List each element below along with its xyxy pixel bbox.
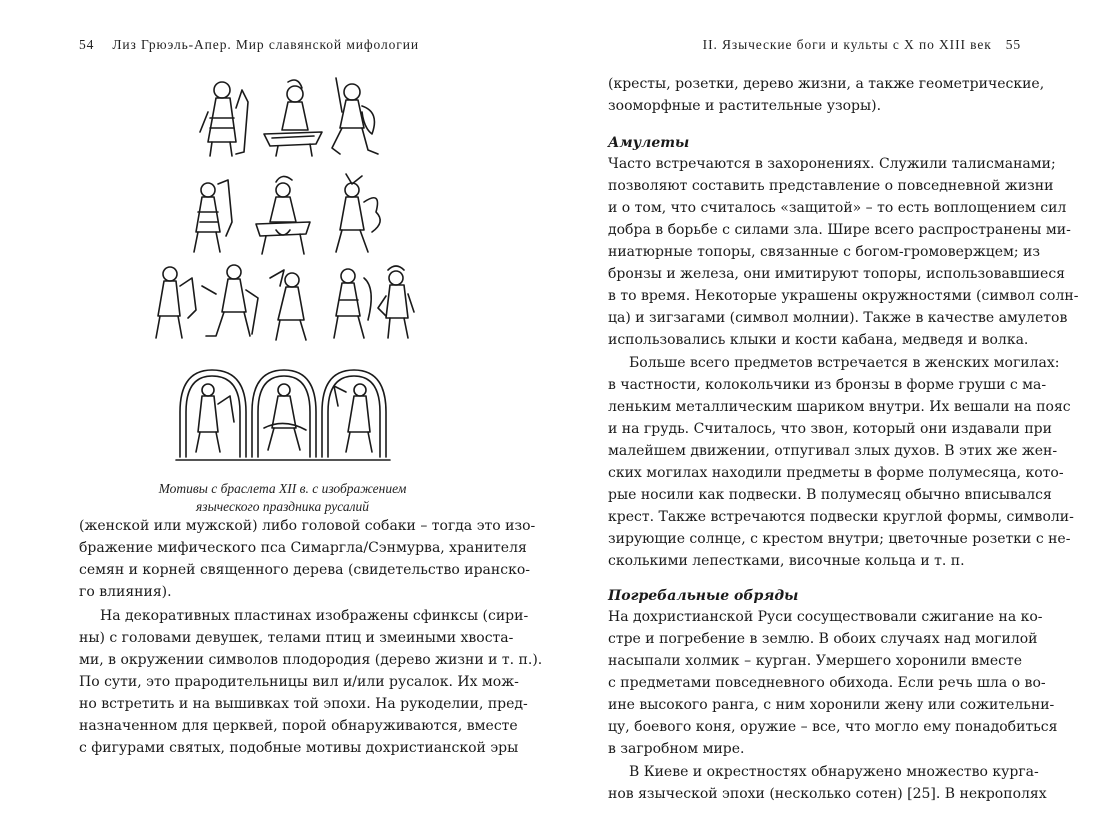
body-line: с фигурами святых, подобные мотивы дохристианской эры [79,740,519,756]
body-line: малейшем движении, отпугивал злых духов. В этих же жен- [608,443,1058,459]
body-line: позволяют составить представление о повседневной жизни [608,178,1054,194]
figure-row3-4 [334,269,371,338]
figure-caption [150,480,415,516]
body-line: По сути, это прародительницы вил и/или русалок. Их мож- [79,674,519,690]
body-line: бронзы и железа, они имитируют топоры, использовавшиеся [608,266,1066,282]
body-line: использовались клыки и кости кабана, медведя и волка. [608,332,1029,348]
figure-row2-right [336,174,380,252]
figure-row3-2 [202,265,258,336]
body-line: го влияния). [79,584,172,600]
body-line: бражение мифического пса Симаргла/Сэнмурва, хранителя [79,540,527,556]
body-line: стре и погребение в землю. В обоих случаях над могилой [608,631,1038,647]
right-running-head [703,37,1021,53]
body-line: насыпали холмик – курган. Умершего хоронили вместе [608,653,1022,669]
figure-row3-3 [270,270,306,340]
figure-row2-left [194,180,232,252]
body-line: с предметами повседневного обихода. Если речь шла о во- [608,675,1046,691]
arched-plaque-left [180,370,246,457]
body-line: Больше всего предметов встречается в женских могилах: [629,355,1060,371]
left-running-head-title: Лиз Грюэль-Апер. Мир славянской мифологии [112,37,419,52]
body-line: ине высокого ранга, с ним хоронили жену или сожительни- [608,697,1055,713]
caption-line: Мотивы с браслета XII в. с изображением [158,481,407,496]
body-line: Часто встречаются в захоронениях. Служили талисманами; [608,156,1056,172]
body-line: зирующие солнце, с крестом внутри; цветочные розетки с не- [608,531,1071,547]
body-line: В Киеве и окрестностях обнаружено множество курга- [629,764,1039,780]
section-heading-burial: Погребальные обряды [608,588,799,604]
body-line: семян и корней священного дерева (свидетельство иранско- [79,562,530,578]
right-running-head-title: II. Языческие боги и культы с X по XIII век [702,37,992,52]
body-line: крест. Также встречаются подвески круглой формы, символи- [608,509,1074,525]
body-line: (женской или мужской) либо головой собаки – тогда это изо- [79,518,536,534]
body-line: назначенном для церквей, порой обнаруживаются, вместе [79,718,518,734]
body-line: в то время. Некоторые украшены окружностями (символ солн- [608,288,1079,304]
body-line: сколькими лепестками, височные кольца и т. п. [608,553,965,569]
body-line: нов языческой эпохи (несколько сотен) [25]. В некрополях [608,786,1047,802]
left-running-head [79,37,419,53]
body-line: ца) и зигзагами (символ молнии). Также в качестве амулетов [608,310,1068,326]
left-page-number: 54 [79,37,95,52]
body-line: ми, в окружении символов плодородия (дерево жизни и т. п.). [79,652,543,668]
body-line: ны) с головами девушек, телами птиц и змеиными хвоста- [79,630,514,646]
caption-line: языческого праздника русалий [196,499,369,514]
body-line: цу, боевого коня, оружие – все, что могло ему понадобиться [608,719,1058,735]
body-line: На декоративных пластинах изображены сфинксы (сири- [100,608,529,624]
body-line: ниатюрные топоры, связанные с богом-громовержцем; из [608,244,1041,260]
figure-row3-5 [378,266,414,338]
body-line: но встретить и на вышивках той эпохи. На рукоделии, пред- [79,696,528,712]
body-line: в загробном мире. [608,741,745,757]
figure-musician [200,82,248,156]
right-page-number: 55 [1005,37,1021,52]
body-line: и о том, что считалось «защитой» – то есть воплощением сил [608,200,1067,216]
figure-gusli-player [264,80,322,156]
arched-plaque-right [322,370,386,457]
body-line: рые носили как подвески. В полумесяц обычно вписывался [608,487,1052,503]
figure-row3-1 [156,267,196,338]
figure-row2-center [256,176,310,254]
body-line: и на грудь. Считалось, что звон, который они издавали при [608,421,1052,437]
figure-warrior [332,78,378,154]
body-line: (кресты, розетки, дерево жизни, а также геометрические, [608,76,1045,92]
arched-plaque-center [252,370,316,457]
section-heading-amulets: Амулеты [608,135,690,151]
body-line: леньким металлическим шариком внутри. Их вешали на пояс [608,399,1071,415]
body-line: в частности, колокольчики из бронзы в форме груши с ма- [608,377,1047,393]
body-line: ских могилах находили предметы в форме полумесяца, кото- [608,465,1064,481]
body-line: добра в борьбе с силами зла. Шире всего распространены ми- [608,222,1071,238]
body-line: На дохристианской Руси сосуществовали сжигание на ко- [608,609,1043,625]
bracelet-figures-illustration [150,72,415,472]
body-line: зооморфные и растительные узоры). [608,98,882,114]
